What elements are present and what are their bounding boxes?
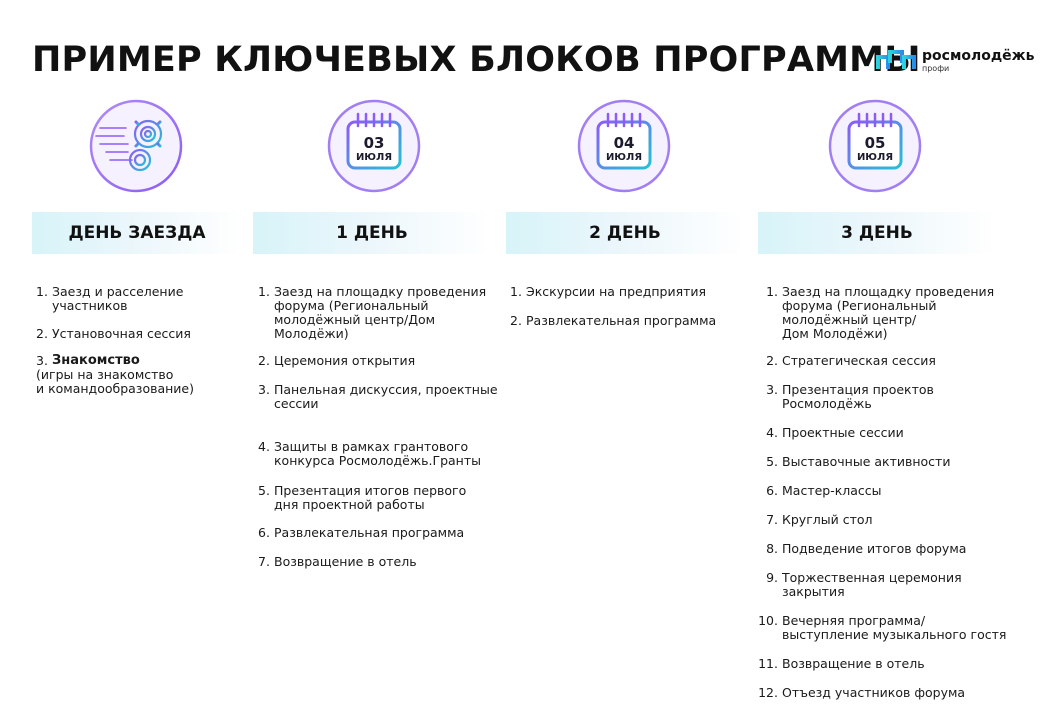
list-item-text: Возвращение в отель [274,554,417,569]
list-item [258,484,466,512]
list-item [754,383,934,411]
list-item-number: 1. [766,284,778,299]
list-item-number: 3. [36,353,48,368]
list-item [754,614,1006,642]
list-item-text: Подведение итогов форума [782,541,967,556]
list-item-number: 2. [766,353,778,368]
list-item [754,426,904,440]
list-item [754,455,950,469]
list-item-text: Возвращение в отель [782,656,925,671]
list-item-text: Презентация итогов первого дня проектной работы [274,483,467,512]
date-day: 05 [864,134,886,152]
date-month: ИЮЛЯ [605,152,643,163]
list-item [258,440,481,468]
date-day: 03 [363,134,385,152]
list-item [754,686,965,700]
list-item-text: Экскурсии на предприятия [526,284,707,299]
list-item-number: 2. [36,326,48,341]
list-item-text: Презентация проектов Росмолодёжь [782,382,934,411]
list-item-number: 6. [766,483,778,498]
list-item [754,484,882,498]
rosmolodezh-logo [876,49,1034,73]
list-item-number: 6. [258,525,270,540]
list-item-number: 1. [258,284,270,299]
list-item-number: 12. [758,685,778,700]
list-item-text: Мастер-классы [782,483,882,498]
list-item [754,542,966,556]
list-item-number: 11. [758,656,778,671]
list-item [754,354,936,368]
list-item-text: Заезд на площадку проведения форума (Региональный молодёжный центр/ Дом Молодёжи) [782,284,995,341]
list-item-number: 7. [766,512,778,527]
list-item-text: Церемония открытия [274,353,416,368]
list-item [510,285,706,299]
list-item-text: Установочная сессия [52,326,191,341]
list-item [258,285,486,341]
list-item-number: 1. [36,284,48,299]
list-item-number: 10. [758,613,778,628]
list-item-text: Защиты в рамках грантового конкурса Росмолодёжь.Гранты [274,439,482,468]
list-item-text: Выставочные активности [782,454,951,469]
list-item-text: Заезд и расселение участников [52,284,184,313]
list-item-text: Проектные сессии [782,425,904,440]
list-item-number: 4. [258,439,270,454]
list-item [510,314,716,328]
date-month: ИЮЛЯ [856,152,894,163]
day-bar-3 [758,212,996,254]
list-item-text: Отъезд участников форума [782,685,966,700]
list-item-number: 1. [510,284,522,299]
gears-icon [88,98,184,194]
list-item-number: 2. [510,313,522,328]
list-item [754,285,994,341]
list-item [258,555,417,569]
list-item-title: Знакомство [52,353,140,368]
day-label: 3 ДЕНЬ [841,223,913,243]
list-item-number: 8. [766,541,778,556]
list-item-text: Развлекательная программа [274,525,465,540]
day-label: 1 ДЕНЬ [336,223,408,243]
list-item-number: 7. [258,554,270,569]
logo-mark-icon [876,49,916,71]
date-day: 04 [613,134,635,152]
list-item-number: 5. [766,454,778,469]
list-item [754,513,873,527]
day-label: ДЕНЬ ЗАЕЗДА [68,223,206,243]
logo-name: росмолодёжь [922,48,1035,64]
calendar-icon [576,98,672,194]
list-item [36,354,194,396]
day-bar-1 [253,212,491,254]
list-item-text: Заезд на площадку проведения форума (Региональный молодёжный центр/Дом Молодёжи) [274,284,487,341]
list-item-text: Панельная дискуссия, проектные сессии [274,382,498,411]
list-item [258,526,464,540]
list-item-number: 3. [258,382,270,397]
date-month: ИЮЛЯ [355,152,393,163]
list-item [36,327,191,341]
calendar-icon [326,98,422,194]
list-item-text: (игры на знакомство и командообразование) [36,367,194,396]
calendar-icon [827,98,923,194]
list-item [754,571,962,599]
list-item [754,657,925,671]
list-item-number: 9. [766,570,778,585]
day-bar-arrival [32,212,242,254]
list-item [258,354,415,368]
list-item-number: 2. [258,353,270,368]
list-item-number: 5. [258,483,270,498]
logo-sub: профи [922,64,950,73]
page-title: ПРИМЕР КЛЮЧЕВЫХ БЛОКОВ ПРОГРАММЫ [32,40,921,80]
list-item-text: Вечерняя программа/ выступление музыкального гостя [782,613,1007,642]
list-item-text: Стратегическая сессия [782,353,936,368]
list-item-number: 3. [766,382,778,397]
list-item-text: Круглый стол [782,512,873,527]
list-item-text: Развлекательная программа [526,313,717,328]
list-item-text: Торжественная церемония закрытия [782,570,962,599]
list-item-number: 4. [766,425,778,440]
day-bar-2 [506,212,744,254]
list-item [36,285,183,313]
day-label: 2 ДЕНЬ [589,223,661,243]
list-item [258,383,498,411]
